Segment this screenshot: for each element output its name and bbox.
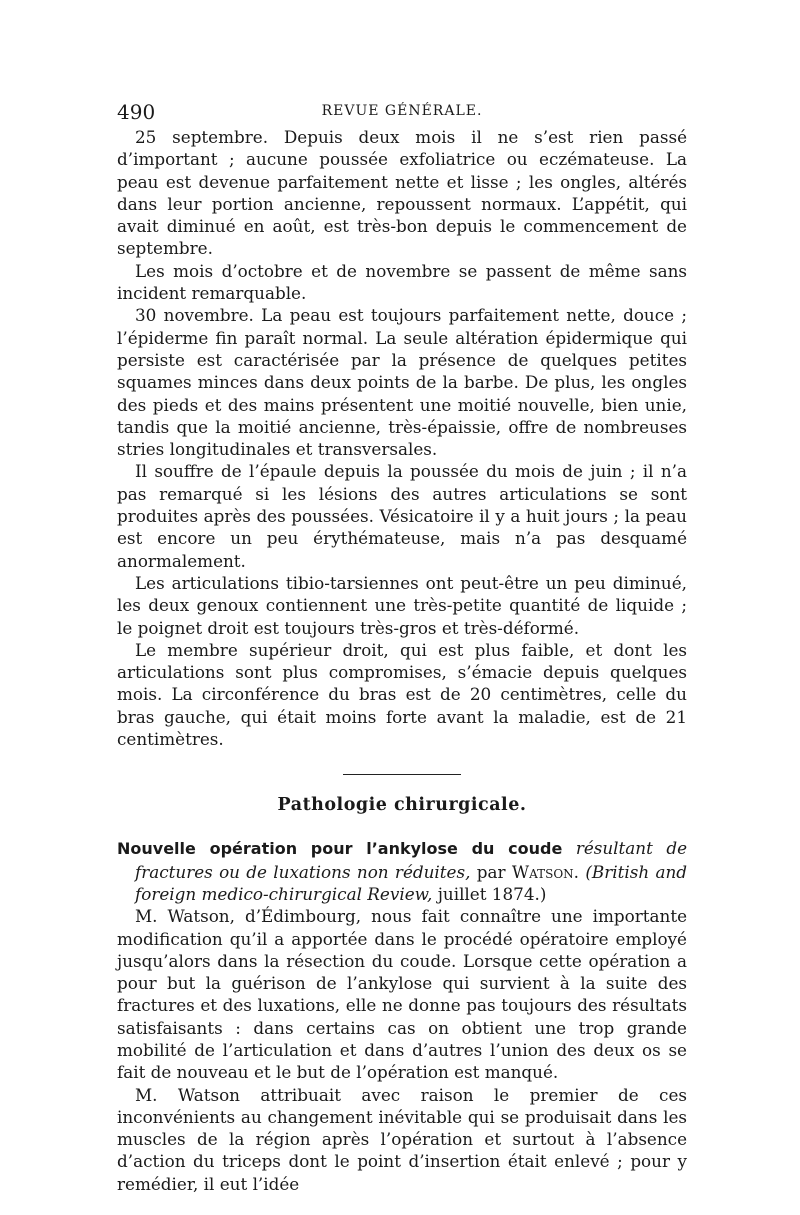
- article-title: Nouvelle opération pour l’ankylose du coude: [117, 839, 563, 859]
- section-divider: [343, 774, 461, 775]
- page-number: 490: [117, 100, 156, 124]
- page-header: [117, 100, 687, 124]
- article-source: (British and foreign medico-chirurgical Review,: [135, 861, 688, 904]
- section-heading: Pathologie chirurgicale.: [277, 795, 527, 816]
- paragraph-joints: Les articulations tibio-tarsiennes ont peut-être un peu diminué, les deux genoux contiennent une très-petite quantité de liquide ; le poignet droit est toujours très-gros et très-déformé.: [117, 572, 687, 638]
- paragraph-watson-intro: M. Watson, d’Édimbourg, nous fait connaître une importante modification qu’il a apportée dans le procédé opératoire employé jusqu’alors dans la résection du coude. Lorsque cette opération a pour but la guérison de l’ankylose qui survient à la suite des fractures et des luxations, elle ne donne pas toujours des résultats satisfaisants : dans certains cas on obtient une trop grande mobilité de l’articulation et dans d’autres l’union des deux os se fait de nouveau et le but de l’opération est manqué.: [117, 906, 687, 1083]
- paragraph-nov-30: 30 novembre. La peau est toujours parfaitement nette, douce ; l’épiderme fin paraît normal. La seule altération épidermique qui persiste est caractérisée par la présence de quelques petites squames minces dans deux points de la barbe. De plus, les ongles des pieds et des mains présentent une moitié nouvelle, bien unie, tandis que la moitié ancienne, très-épaissie, offre de nombreuses stries longitudinales et transversales.: [117, 305, 687, 460]
- paragraph-watson-triceps: M. Watson attribuait avec raison le premier de ces inconvénients au changement inévitable qui se produisait dans les muscles de la région après l’opération et surtout à l’absence d’action du triceps dont le point d’insertion était enlevé ; pour y remédier, il eut l’idée: [117, 1084, 687, 1194]
- paragraph-sept-25: 25 septembre. Depuis deux mois il ne s’est rien passé d’important ; aucune poussée exfoliatrice ou eczémateuse. La peau est devenue parfaitement nette et lisse ; les ongles, altérés dans leur portion ancienne, repoussent normaux. L’appétit, qui avait diminué en août, est très-bon depuis le commencement de septembre.: [117, 127, 687, 259]
- paragraph-right-arm: Le membre supérieur droit, qui est plus faible, et dont les articulations sont plus compromises, s’émacie depuis quelques mois. La circonférence du bras est de 20 centimètres, celle du bras gauche, qui était moins forte avant la maladie, est de 21 centimètres.: [117, 639, 687, 750]
- running-title: REVUE GÉNÉRALE.: [321, 103, 483, 119]
- article-by: par: [476, 861, 506, 882]
- paragraph-oct-nov: Les mois d’octobre et de novembre se passent de même sans incident remarquable.: [117, 260, 687, 304]
- article-date: juillet 1874.): [437, 883, 547, 904]
- article-author: Watson.: [511, 861, 580, 882]
- article-heading: [117, 837, 687, 905]
- page-body: [117, 126, 687, 1195]
- article-subtitle: résultant de fractures ou de luxations non réduites,: [135, 838, 687, 882]
- paragraph-shoulder: Il souffre de l’épaule depuis la poussée du mois de juin ; il n’a pas remarqué si les lésions des autres articulations se sont produites après des poussées. Vésicatoire il y a huit jours ; la peau est encore un peu érythémateuse, mais n’a pas desquamé anormalement.: [117, 461, 687, 571]
